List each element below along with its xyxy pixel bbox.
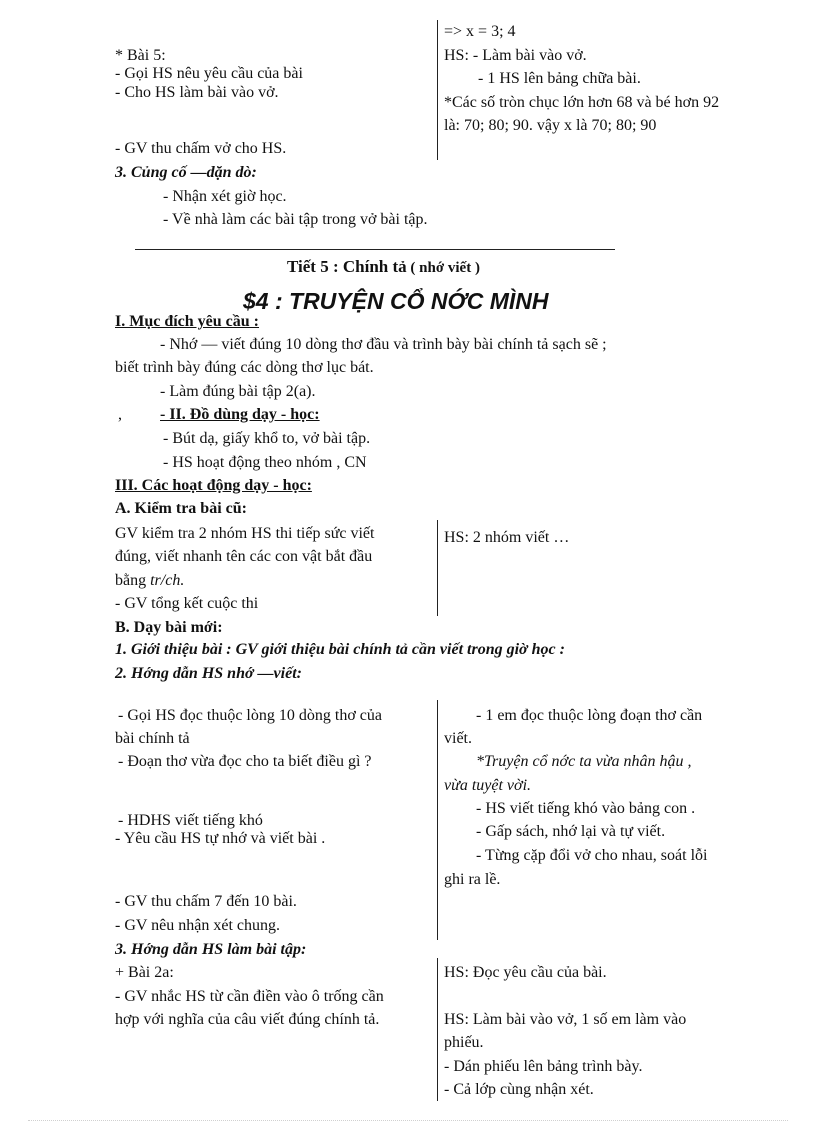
top-right-line-5: là: 70; 80; 90. vậy x là 70; 80; 90 xyxy=(444,117,657,134)
guide-left-6: - GV thu chấm 7 đến 10 bài. xyxy=(115,893,297,910)
page-bottom-rule xyxy=(28,1120,788,1121)
stray-comma: , xyxy=(118,406,122,423)
column-divider-guide xyxy=(437,700,438,940)
guide-right-2: viết. xyxy=(444,730,472,747)
top-left-line-2: - Gọi HS nêu yêu cầu của bài xyxy=(115,65,303,82)
consolidation-item-1: - Nhận xét giờ học. xyxy=(163,188,287,205)
guide-right-1: - 1 em đọc thuộc lòng đoạn thơ cần xyxy=(476,707,703,724)
guide-left-4: - HDHS viết tiếng khó xyxy=(118,812,263,829)
column-divider-exercise xyxy=(437,958,438,1101)
section-2-item-1: - Bút dạ, giấy khổ to, vở bài tập. xyxy=(163,430,371,447)
section-3-heading: III. Các hoạt động dạy - học: xyxy=(115,477,312,494)
guide-left-5: - Yêu cầu HS tự nhớ và viết bài . xyxy=(115,830,326,847)
section-2-heading: - II. Đồ dùng dạy - học: xyxy=(160,406,320,423)
section-3a-left-1: GV kiểm tra 2 nhóm HS thi tiếp sức viết xyxy=(115,525,375,542)
lesson-title-note: ( nhớ viết ) xyxy=(406,260,480,276)
section-3b-heading: B. Dạy bài mới: xyxy=(115,619,223,636)
top-right-line-2: HS: - Làm bài vào vở. xyxy=(444,47,587,64)
guide-left-1: - Gọi HS đọc thuộc lòng 10 dòng thơ của xyxy=(118,707,382,724)
exercise-right-1: HS: Đọc yêu cầu của bài. xyxy=(444,964,607,981)
top-right-line-4: *Các số tròn chục lớn hơn 68 và bé hơn 92 xyxy=(444,94,720,111)
section-3a-heading: A. Kiểm tra bài cũ: xyxy=(115,500,247,517)
exercise-right-4: - Dán phiếu lên bảng trình bày. xyxy=(444,1058,643,1075)
exercise-right-2: HS: Làm bài vào vở, 1 số em làm vào xyxy=(444,1011,687,1028)
section-1-line-3: - Làm đúng bài tập 2(a). xyxy=(160,383,316,400)
section-1-line-2: biết trình bày đúng các dòng thơ lục bát. xyxy=(115,359,374,376)
guide-right-4: vừa tuyệt vời. xyxy=(444,777,532,794)
section-3a-right-1: HS: 2 nhóm viết … xyxy=(444,529,570,546)
consolidation-item-2: - Về nhà làm các bài tập trong vở bài tập. xyxy=(163,211,428,228)
exercise-left-3: hợp với nghĩa của câu viết đúng chính tả. xyxy=(115,1011,380,1028)
guide-right-8: ghi ra lề. xyxy=(444,871,501,888)
exercise-right-5: - Cả lớp cùng nhận xét. xyxy=(444,1081,594,1098)
column-divider-a xyxy=(437,520,438,616)
guide-right-7: - Từng cặp đổi vở cho nhau, soát lỗi xyxy=(476,847,708,864)
section-3a-left-4: - GV tổng kết cuộc thi xyxy=(115,595,259,612)
exercise-left-2: - GV nhắc HS từ cần điền vào ô trống cần xyxy=(115,988,384,1005)
guide-left-3: - Đoạn thơ vừa đọc cho ta biết điều gì ? xyxy=(118,753,372,770)
column-divider-top xyxy=(437,20,438,160)
top-right-line-1: => x = 3; 4 xyxy=(444,23,516,40)
guide-left-2: bài chính tả xyxy=(115,730,190,747)
guide-right-3: *Truyện cổ nớc ta vừa nhân hậu , xyxy=(476,753,692,770)
top-left-line-3: - Cho HS làm bài vào vở. xyxy=(115,84,279,101)
lesson-title-main: Tiết 5 : Chính tả xyxy=(287,257,407,276)
section-3a-left-3-italic: tr/ch. xyxy=(150,572,185,589)
exercise-right-3: phiếu. xyxy=(444,1034,484,1051)
exercise-heading: 3. Hớng dẫn HS làm bài tập: xyxy=(115,941,307,958)
section-1-heading: I. Mục đích yêu cầu : xyxy=(115,313,259,330)
guide-left-7: - GV nêu nhận xét chung. xyxy=(115,917,280,934)
section-3b-item-1: 1. Giới thiệu bài : GV giới thiệu bài chính tả cần viết trong giờ học : xyxy=(115,641,565,658)
consolidation-heading: 3. Củng cố —dặn dò: xyxy=(115,164,257,181)
lesson-title xyxy=(287,257,480,278)
section-3a-left-3-text: bằng xyxy=(115,572,151,589)
section-2-item-2: - HS hoạt động theo nhóm , CN xyxy=(163,454,367,471)
section-3b-item-2: 2. Hớng dẫn HS nhớ —viết: xyxy=(115,665,302,682)
section-3a-left-2: đúng, viết nhanh tên các con vật bắt đầu xyxy=(115,548,373,565)
top-right-line-3: - 1 HS lên bảng chữa bài. xyxy=(478,70,641,87)
top-left-line-4: - GV thu chấm vở cho HS. xyxy=(115,140,287,157)
section-1-line-1: - Nhớ — viết đúng 10 dòng thơ đầu và trình bày bài chính tả sạch sẽ ; xyxy=(160,336,607,353)
top-left-line-1: * Bài 5: xyxy=(115,47,166,64)
guide-right-5: - HS viết tiếng khó vào bảng con . xyxy=(476,800,696,817)
exercise-left-1: + Bài 2a: xyxy=(115,964,174,981)
lesson-subtitle: $4 : TRUYỆN CỔ NỚC MÌNH xyxy=(243,288,549,314)
guide-right-6: - Gấp sách, nhớ lại và tự viết. xyxy=(476,823,666,840)
section-3a-left-3 xyxy=(115,571,184,591)
section-divider xyxy=(135,249,615,250)
